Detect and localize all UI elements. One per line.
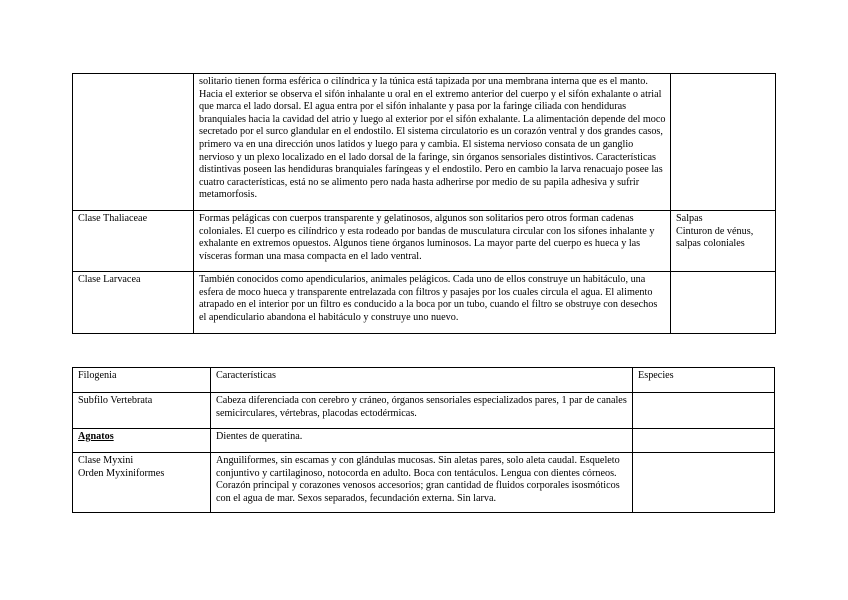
filogenia-header: Filogenia	[73, 368, 211, 393]
caracteristicas-cell: solitario tienen forma esférica o cilíndrica y la túnica está tapizada por una membrana interna que es el manto. Hacia el exterior se observa el sifón inhalante u oral en el extremo anterior del cuerpo y el sifón exhalante o atrial que marca el lado dorsal. El agua entra por el sifón inhalante y pasa por la faringe ciliada con hendiduras branquiales hacia la cavidad del atrio y luego al exterior por el sifón exhalante. La alimentación depende del moco secretado por el surco glandular en el endostilo. El sistema circulatorio es un corazón ventral y dos grandes casos, primero va en una dirección unos latidos y luego para y cambia. El sistema nervioso consata de un ganglio nervioso y un plexo localizado en el lado dorsal de la faringe, sin órganos sensoriales distintivos. Características distintivas poseen las hendiduras branquiales faríngeas y el endostilo. Pero en cambio la larva renacuajo posee las cuatro características, está no se alimento pero nada hasta adherirse por medio de su papila adhesiva y sufrir metamorfosis.	[194, 74, 671, 211]
especies-header: Especies	[633, 368, 775, 393]
caracteristicas-cell: Formas pelágicas con cuerpos transparente y gelatinosos, algunos son solitarios pero otros forman cadenas coloniales. El cuerpo es cilíndrico y esta rodeado por bandas de musculatura circular con los sifones inhalante y exhalante en extremos opuestos. Algunos tiene órganos luminosos. La mayor parte del cuerpo es hueca y las vísceras forman una masa compacta en el lado ventral.	[194, 211, 671, 272]
vertebrata-table	[72, 367, 775, 513]
table-row	[73, 429, 775, 453]
especies-cell	[633, 453, 775, 513]
caracteristicas-cell: Anguiliformes, sin escamas y con glándulas mucosas. Sin aletas pares, solo aleta caudal. Esqueleto conjuntivo y cartilaginoso, notocorda en adulto. Boca con tentáculos. Lengua con dientes córneos. Corazón principal y corazones venosos accesorios; gran cantidad de fluidos corporales isosmóticos con el agua de mar. Sexos separados, fecundación externa. Sin larva.	[211, 453, 633, 513]
especies-cell	[671, 74, 776, 211]
table-row	[73, 74, 776, 211]
tunicata-classes-table	[72, 73, 776, 334]
caracteristicas-header: Características	[211, 368, 633, 393]
filogenia-cell: Agnatos	[73, 429, 211, 453]
caracteristicas-cell: También conocidos como apendicularios, animales pelágicos. Cada uno de ellos construye un habitáculo, una esfera de moco hueca y transparente entrelazada con filtros y pasajes por los cuales circula el agua. El alimento atrapado en el interior por un filtro es conducido a la boca por un tubo, cuando el filtro se obstruye con desechos el apendiculario abandona el habitáculo y construye uno nuevo.	[194, 272, 671, 334]
especies-cell	[633, 429, 775, 453]
clase-cell	[73, 74, 194, 211]
especies-cell: Salpas Cinturon de vénus, salpas coloniales	[671, 211, 776, 272]
caracteristicas-cell: Dientes de queratina.	[211, 429, 633, 453]
filogenia-cell: Clase Myxini Orden Myxiniformes	[73, 453, 211, 513]
table-row	[73, 272, 776, 334]
table-header-row	[73, 368, 775, 393]
especies-cell	[633, 393, 775, 429]
table-row	[73, 453, 775, 513]
table-row	[73, 393, 775, 429]
filogenia-cell: Subfilo Vertebrata	[73, 393, 211, 429]
especies-cell	[671, 272, 776, 334]
clase-cell: Clase Larvacea	[73, 272, 194, 334]
clase-cell: Clase Thaliaceae	[73, 211, 194, 272]
table-row	[73, 211, 776, 272]
caracteristicas-cell: Cabeza diferenciada con cerebro y cráneo, órganos sensoriales especializados pares, 1 par de canales semicirculares, vértebras, placodas ectodérmicas.	[211, 393, 633, 429]
